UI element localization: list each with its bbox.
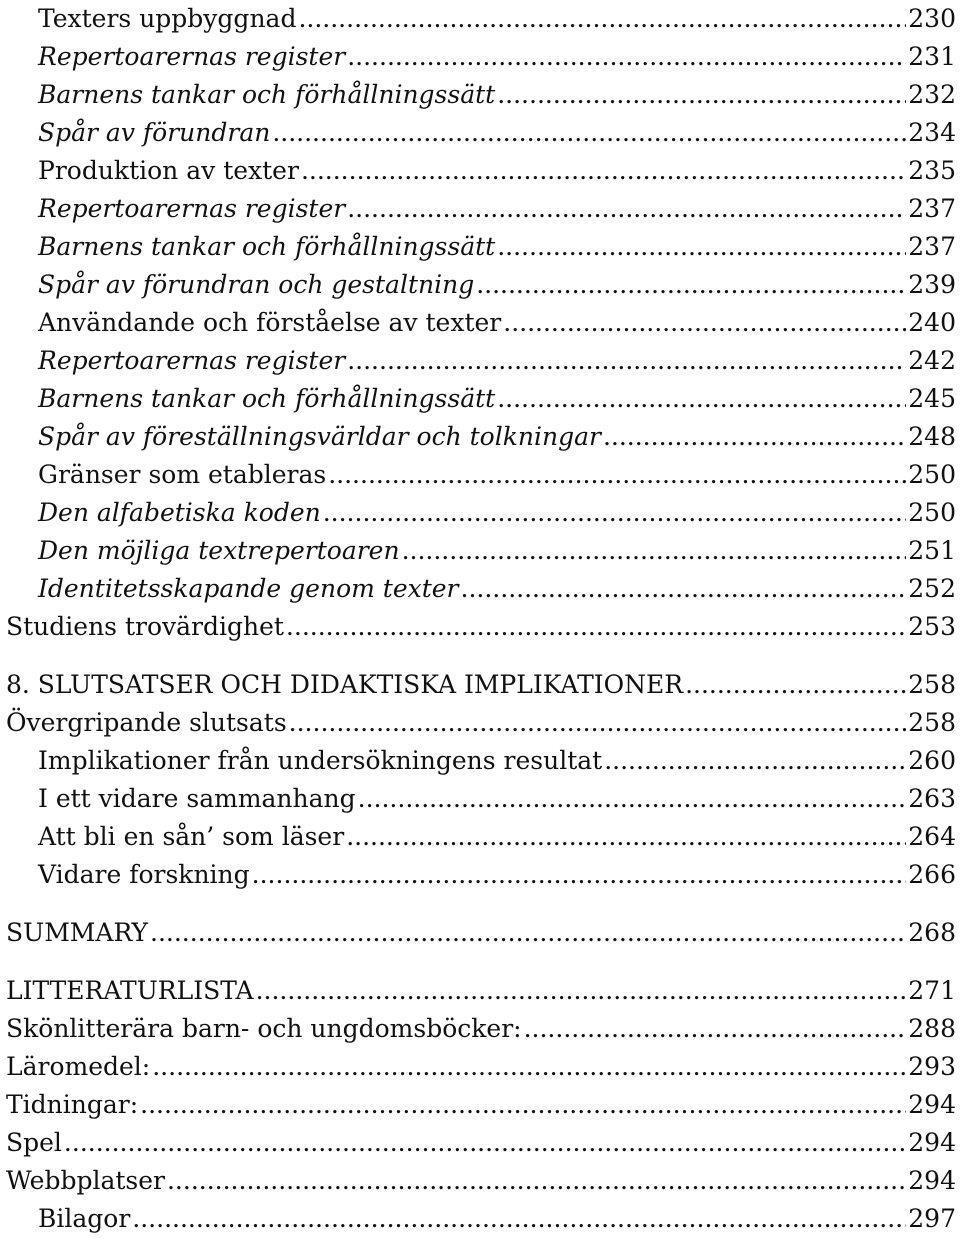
toc-entry-title: Gränser som etableras <box>38 460 327 489</box>
toc-entry-page-number: 294 <box>908 1128 956 1157</box>
toc-entry-title: Studiens trovärdighet <box>6 612 284 641</box>
toc-entry-title: SUMMARY <box>6 918 149 947</box>
dot-leader <box>347 38 906 76</box>
toc-entry[interactable] <box>6 266 956 304</box>
toc-entry[interactable] <box>6 856 956 894</box>
toc-entry-page-number: 271 <box>908 976 956 1005</box>
toc-entry-title: Skönlitterära barn- och ungdomsböcker: <box>6 1014 522 1043</box>
dot-leader <box>497 228 906 266</box>
toc-entry-title: Barnens tankar och förhållningssätt <box>38 384 496 413</box>
toc-entry-page-number: 245 <box>908 384 956 413</box>
dot-leader <box>132 1200 906 1238</box>
toc-entry-page-number: 263 <box>908 784 956 813</box>
toc-entry[interactable] <box>6 1010 956 1048</box>
toc-entry-page-number: 242 <box>908 346 956 375</box>
toc-entry[interactable] <box>6 666 956 704</box>
toc-entry-title: Implikationer från undersökningens resultat <box>38 746 603 775</box>
dot-leader <box>289 704 907 742</box>
toc-entry-title: Att bli en sån’ som läser <box>38 822 345 851</box>
toc-entry-title: Övergripande slutsats <box>6 708 287 737</box>
toc-entry-title: Den möjliga textrepertoaren <box>38 536 400 565</box>
toc-entry[interactable] <box>6 780 956 818</box>
toc-entry[interactable] <box>6 304 956 342</box>
dot-leader <box>461 570 907 608</box>
toc-entry-title: Bilagor <box>38 1204 131 1233</box>
dot-leader <box>150 914 906 952</box>
toc-entry[interactable] <box>6 972 956 1010</box>
dot-leader <box>685 666 906 704</box>
toc-entry-page-number: 294 <box>908 1090 956 1119</box>
toc-entry-title: Produktion av texter <box>38 156 299 185</box>
toc-entry-title: Vidare forskning <box>38 860 250 889</box>
toc-entry-title: Identitetsskapande genom texter <box>38 574 459 603</box>
toc-entry-page-number: 293 <box>908 1052 956 1081</box>
toc-entry[interactable] <box>6 152 956 190</box>
toc-entry[interactable] <box>6 228 956 266</box>
toc-entry-page-number: 264 <box>908 822 956 851</box>
toc-entry-page-number: 237 <box>908 232 956 261</box>
toc-entry-page-number: 239 <box>908 270 956 299</box>
toc-entry-page-number: 297 <box>908 1204 956 1233</box>
toc-entry-page-number: 232 <box>908 80 956 109</box>
toc-entry-page-number: 251 <box>908 536 956 565</box>
toc-entry[interactable] <box>6 742 956 780</box>
toc-entry-page-number: 294 <box>908 1166 956 1195</box>
dot-leader <box>476 266 906 304</box>
toc-entry-title: Den alfabetiska koden <box>38 498 321 527</box>
toc-entry-page-number: 230 <box>908 4 956 33</box>
table-of-contents <box>6 0 956 1238</box>
toc-entry-page-number: 231 <box>908 42 956 71</box>
toc-entry-title: Användande och förståelse av texter <box>38 308 502 337</box>
toc-entry-title: Spår av förundran <box>38 118 271 147</box>
toc-entry-page-number: 260 <box>908 746 956 775</box>
dot-leader <box>328 456 906 494</box>
dot-leader <box>140 1086 906 1124</box>
toc-entry-title: Tidningar: <box>6 1090 139 1119</box>
toc-entry[interactable] <box>6 1200 956 1238</box>
toc-entry-title: Repertoarernas register <box>38 346 346 375</box>
dot-leader <box>298 0 906 38</box>
dot-leader <box>346 818 906 856</box>
toc-entry-page-number: 253 <box>908 612 956 641</box>
dot-leader <box>347 342 906 380</box>
toc-entry-title: Barnens tankar och förhållningssätt <box>38 80 496 109</box>
toc-entry[interactable] <box>6 38 956 76</box>
toc-entry[interactable] <box>6 818 956 856</box>
toc-entry[interactable] <box>6 914 956 952</box>
toc-entry-title: Barnens tankar och förhållningssätt <box>38 232 496 261</box>
dot-leader <box>286 608 906 646</box>
toc-entry-page-number: 266 <box>908 860 956 889</box>
toc-entry-title: Webbplatser <box>6 1166 165 1195</box>
toc-entry[interactable] <box>6 0 956 38</box>
toc-entry-page-number: 268 <box>908 918 956 947</box>
toc-entry[interactable] <box>6 1124 956 1162</box>
toc-entry-page-number: 248 <box>908 422 956 451</box>
toc-entry[interactable] <box>6 380 956 418</box>
toc-entry[interactable] <box>6 190 956 228</box>
toc-entry[interactable] <box>6 704 956 742</box>
toc-entry-page-number: 250 <box>908 498 956 527</box>
toc-entry[interactable] <box>6 494 956 532</box>
dot-leader <box>503 304 906 342</box>
dot-leader <box>347 190 906 228</box>
dot-leader <box>524 1010 907 1048</box>
toc-entry-page-number: 250 <box>908 460 956 489</box>
dot-leader <box>497 76 906 114</box>
toc-entry[interactable] <box>6 1048 956 1086</box>
dot-leader <box>256 972 907 1010</box>
toc-entry[interactable] <box>6 608 956 646</box>
dot-leader <box>152 1048 906 1086</box>
dot-leader <box>497 380 906 418</box>
toc-entry-title: I ett vidare sammanhang <box>38 784 356 813</box>
toc-entry[interactable] <box>6 456 956 494</box>
dot-leader <box>402 532 907 570</box>
dot-leader <box>301 152 906 190</box>
dot-leader <box>252 856 907 894</box>
toc-entry[interactable] <box>6 532 956 570</box>
toc-entry[interactable] <box>6 1162 956 1200</box>
toc-entry-title: Repertoarernas register <box>38 42 346 71</box>
toc-entry-page-number: 288 <box>908 1014 956 1043</box>
toc-entry-page-number: 235 <box>908 156 956 185</box>
toc-entry[interactable] <box>6 342 956 380</box>
toc-entry[interactable] <box>6 114 956 152</box>
toc-entry-page-number: 258 <box>908 708 956 737</box>
toc-entry-title: Texters uppbyggnad <box>38 4 297 33</box>
dot-leader <box>604 742 906 780</box>
dot-leader <box>358 780 907 818</box>
toc-entry-page-number: 234 <box>908 118 956 147</box>
dot-leader <box>64 1124 906 1162</box>
toc-entry-page-number: 252 <box>908 574 956 603</box>
toc-entry-title: Spår av förundran och gestaltning <box>38 270 475 299</box>
toc-entry-title: LITTERATURLISTA <box>6 976 254 1005</box>
toc-entry-title: Spår av föreställningsvärldar och tolkningar <box>38 422 601 451</box>
toc-entry-title: Läromedel: <box>6 1052 151 1081</box>
toc-entry[interactable] <box>6 570 956 608</box>
toc-entry[interactable] <box>6 76 956 114</box>
toc-entry[interactable] <box>6 418 956 456</box>
toc-entry-page-number: 237 <box>908 194 956 223</box>
dot-leader <box>167 1162 906 1200</box>
toc-entry-page-number: 258 <box>908 670 956 699</box>
toc-entry[interactable] <box>6 1086 956 1124</box>
toc-entry-title: 8. SLUTSATSER OCH DIDAKTISKA IMPLIKATIONER <box>6 670 684 699</box>
dot-leader <box>603 418 906 456</box>
toc-entry-title: Repertoarernas register <box>38 194 346 223</box>
dot-leader <box>323 494 907 532</box>
toc-entry-page-number: 240 <box>908 308 956 337</box>
dot-leader <box>272 114 906 152</box>
toc-entry-title: Spel <box>6 1128 62 1157</box>
